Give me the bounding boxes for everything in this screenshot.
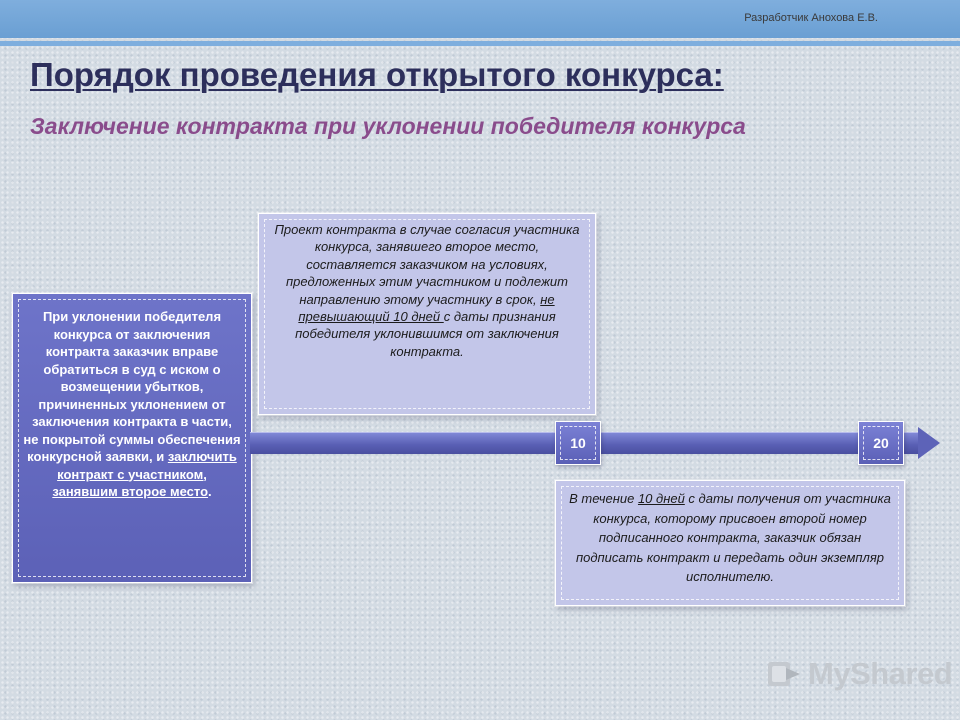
signing-deadline-box (555, 480, 905, 606)
timeline-arrow-head (918, 427, 940, 459)
winner-evasion-end: . (208, 484, 212, 499)
contract-draft-underlined: не превышающий 10 дней (298, 291, 555, 325)
contract-draft-part-1: Проект контракта в случае согласия участника конкурса, занявшего второе место, составляется заказчиком на условиях, предложенных этим участником и подлежит направлению этому участнику в срок, (274, 222, 580, 307)
myshared-text: MyShared (808, 656, 953, 691)
top-divider (0, 41, 960, 46)
slide-subtitle: Заключение контракта при уклонении победителя конкурса (30, 113, 746, 139)
winner-evasion-main: При уклонении победителя конкурса от заключения контракта заказчик вправе обратиться в суд с иском о возмещении убытков, причиненных уклонением от заключения контракта в части, не покрытой суммы обеспечения конкурсной заявки, и (23, 309, 241, 464)
myshared-logo-icon (766, 658, 802, 690)
signing-deadline-part-2: с даты получения от участника конкурса, которому присвоен второй номер подписанного контракта, заказчик обязан подписать контракт и передать один экземпляр исполнителю. (575, 491, 891, 584)
timeline-marker-20-label: 20 (873, 435, 889, 451)
contract-draft-text (259, 214, 595, 360)
myshared-watermark (766, 656, 952, 692)
timeline-marker-20 (858, 421, 904, 465)
winner-evasion-box (12, 293, 252, 583)
winner-evasion-underlined: заключить контракт с участником, занявшим второе место (52, 449, 237, 499)
author-label: Разработчик Анохова Е.В. (744, 12, 878, 24)
timeline-marker-10 (555, 421, 601, 465)
contract-draft-part-2: с даты признания победителя уклонившимся от заключения контракта. (295, 309, 559, 359)
slide-title: Порядок проведения открытого конкурса: (30, 56, 724, 93)
signing-deadline-underlined: 10 дней (637, 491, 685, 506)
timeline-marker-10-label: 10 (570, 435, 586, 451)
signing-deadline-text (556, 481, 904, 587)
contract-draft-box (258, 213, 596, 415)
signing-deadline-part-1: В течение (569, 491, 638, 506)
winner-evasion-text (13, 294, 251, 501)
